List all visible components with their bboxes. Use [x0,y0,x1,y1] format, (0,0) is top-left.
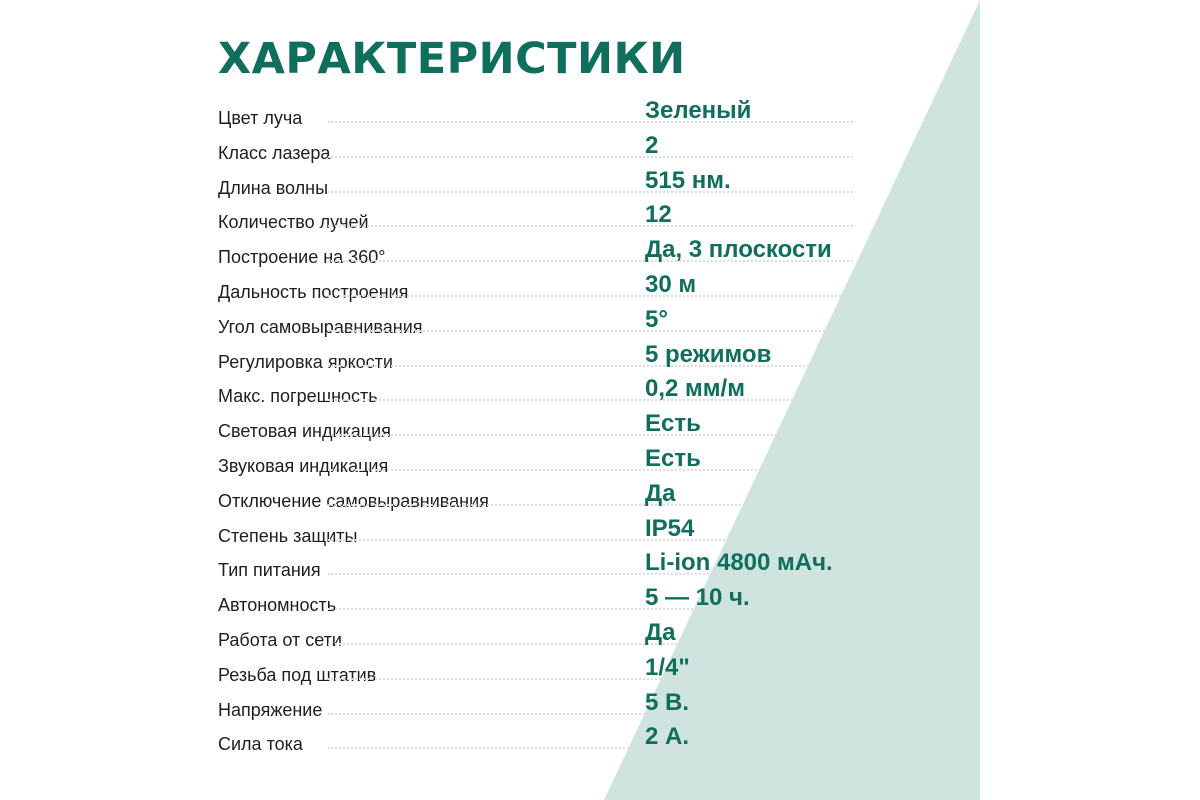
dotted-leader [328,678,853,680]
spec-label: Дальность построения [218,281,409,302]
spec-label: Длина волны [218,177,329,198]
spec-value: Зеленый [645,97,752,124]
spec-value: 1/4" [645,653,690,681]
spec-row [218,236,918,271]
spec-row [218,549,918,584]
spec-value: 0,2 мм/м [645,375,745,403]
spec-row [218,341,918,376]
spec-label: Напряжение [218,699,323,720]
spec-value: 5 режимов [645,340,772,368]
spec-row [218,619,918,654]
spec-value: 515 нм. [645,166,731,194]
spec-label: Звуковая индикация [218,455,389,476]
spec-value: Li-ion 4800 мАч. [645,549,833,577]
spec-label: Класс лазера [218,142,331,163]
dotted-leader [328,365,853,367]
spec-row [218,410,918,445]
dotted-leader [328,156,853,158]
spec-row [218,723,918,758]
spec-label: Сила тока [218,734,303,755]
dotted-leader [328,399,853,401]
spec-label: Работа от сети [218,629,342,650]
spec-list [218,97,918,758]
spec-row [218,201,918,236]
spec-label: Отключение самовыравнивания [218,490,489,511]
spec-value: Да [645,618,676,646]
spec-label: Количество лучей [218,212,369,233]
spec-row [218,480,918,515]
spec-value: 5 В. [645,688,690,716]
spec-value: 5° [645,305,668,333]
spec-row [218,97,918,132]
spec-label: Цвет луча [218,108,303,128]
dotted-leader [328,191,853,193]
dotted-leader [328,713,853,715]
spec-value: 5 — 10 ч. [645,584,750,612]
spec-value: 2 [645,131,659,159]
spec-row [218,445,918,480]
spec-value: Да, 3 плоскости [645,236,832,264]
dotted-leader [328,434,853,436]
spec-label: Макс. погрешность [218,386,378,407]
spec-value: 12 [645,201,672,229]
spec-label: Резьба под штатив [218,664,377,685]
page-title: ХАРАКТЕРИСТИКИ [218,34,686,84]
spec-value: IP54 [645,514,695,542]
spec-value: Есть [645,410,701,438]
dotted-leader [328,295,853,297]
spec-row [218,271,918,306]
spec-label: Угол самовыравнивания [218,316,423,337]
spec-row [218,515,918,550]
spec-row [218,689,918,724]
spec-label: Световая индикация [218,421,391,442]
spec-label: Регулировка яркости [218,351,393,372]
dotted-leader [328,747,853,749]
spec-row [218,167,918,202]
spec-row [218,306,918,341]
spec-value: Да [645,479,676,507]
spec-label: Тип питания [218,560,321,581]
dotted-leader [328,469,853,471]
dotted-leader [328,539,853,541]
spec-label: Построение на 360° [218,247,386,268]
dotted-leader [328,643,853,645]
spec-row [218,132,918,167]
spec-value: 30 м [645,270,697,298]
dotted-leader [328,330,853,332]
spec-value: 2 А. [645,723,690,751]
spec-label: Степень защиты [218,525,358,546]
dotted-leader [328,225,853,227]
spec-label: Автономность [218,595,337,616]
spec-row [218,654,918,689]
dotted-leader [328,121,853,123]
spec-row [218,584,918,619]
dotted-leader [328,608,853,610]
spec-value: Есть [645,444,701,472]
spec-row [218,375,918,410]
dotted-leader [328,504,853,506]
